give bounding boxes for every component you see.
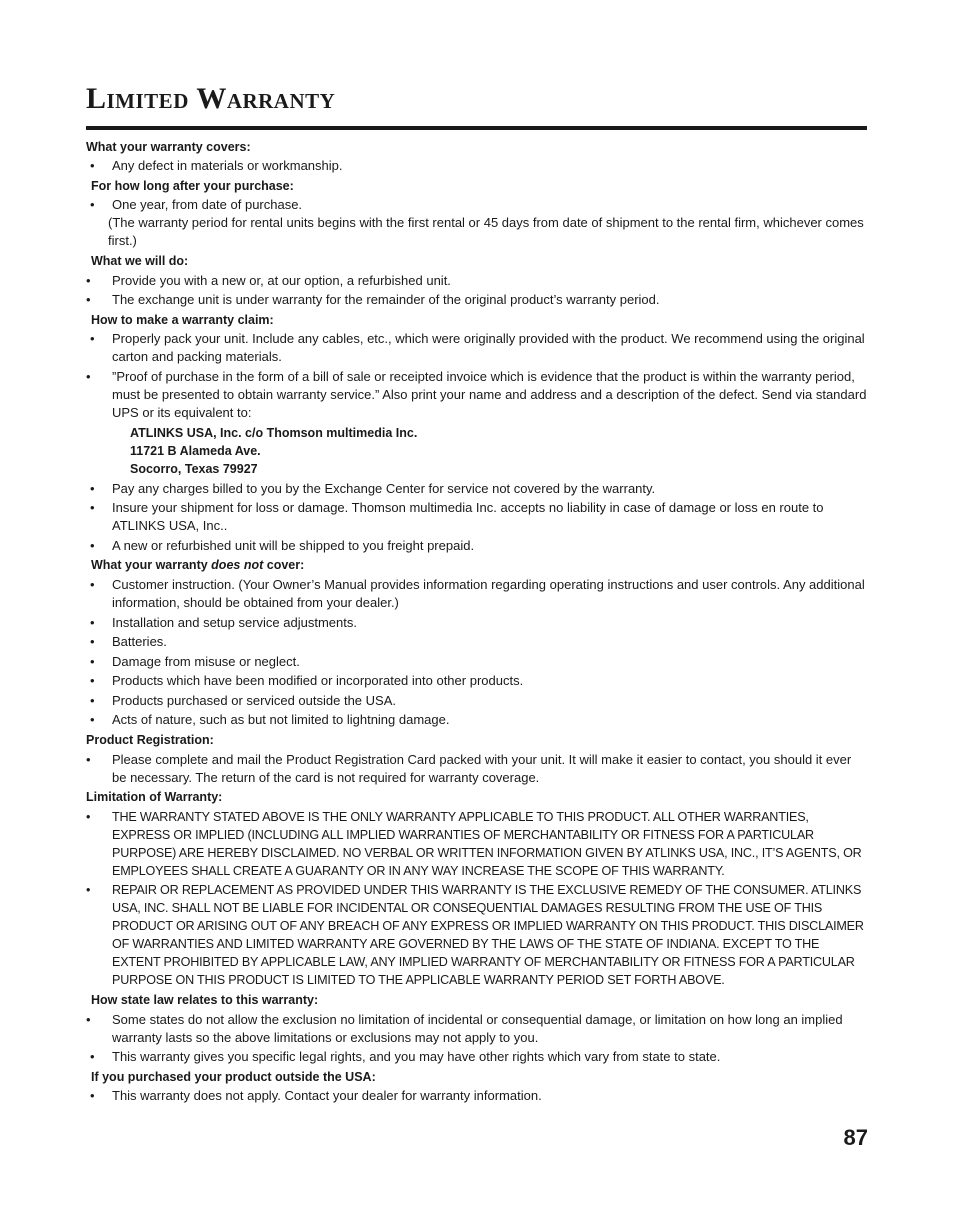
how-long-item: • One year, from date of purchase.: [90, 197, 303, 213]
claim-item: • ”Proof of purchase in the form of a bill of sale or receipted invoice which is evidence that the product is within the warranty period, must be presented to obtain warranty service.” Also print your name and address and a description of the defect. Send via standard UPS or its equivalent to:: [86, 368, 867, 420]
not-cover-item: • Customer instruction. (Your Owner’s Manual provides information regarding operating instructions and user controls. Any additional information, should be obtained from your dealer.): [90, 576, 865, 610]
not-cover-item: • Installation and setup service adjustments.: [90, 614, 357, 630]
will-do-item: • Provide you with a new or, at our option, a refurbished unit.: [86, 272, 451, 288]
outside-heading: If you purchased your product outside the USA:: [91, 1069, 376, 1084]
page-title: Limited Warranty: [86, 82, 336, 115]
shipping-address: [86, 424, 868, 478]
claim-item: • Properly pack your unit. Include any cables, etc., which were originally provided with the product. We recommend using the original carton and packing materials.: [90, 331, 865, 365]
not-cover-item: • Acts of nature, such as but not limited to lightning damage.: [90, 712, 450, 728]
limitation-item: • THE WARRANTY STATED ABOVE IS THE ONLY WARRANTY APPLICABLE TO THIS PRODUCT. ALL OTHER WARRANTIES, EXPRESS OR IMPLIED (INCLUDING ALL IMPLIED WARRANTIES OF MERCHANTABILITY OR FITNESS FOR A PARTICULAR PURPOSE) ARE HEREBY DISCLAIMED. NO VERBAL OR WRITTEN INFORMATION GIVEN BY ATLINKS USA, INC., IT’S AGENTS, OR EMPLOYEES SHALL CREATE A GUARANTY OR IN ANY WAY INCREASE THE SCOPE OF THIS WARRANTY.: [86, 809, 862, 878]
not-cover-item: • Damage from misuse or neglect.: [90, 653, 300, 669]
not-cover-item: • Products purchased or serviced outside the USA.: [90, 692, 396, 708]
address-line: ATLINKS USA, Inc. c/o Thomson multimedia Inc.: [130, 425, 418, 440]
address-line: Socorro, Texas 79927: [130, 461, 258, 476]
registration-item: • Please complete and mail the Product Registration Card packed with your unit. It will make it easier to contact, you should it ever be necessary. The return of the card is not required for warranty coverage.: [86, 751, 852, 785]
claim-heading: How to make a warranty claim:: [91, 312, 274, 327]
limitation-item: • REPAIR OR REPLACEMENT AS PROVIDED UNDER THIS WARRANTY IS THE EXCLUSIVE REMEDY OF THE CONSUMER. ATLINKS USA, INC. SHALL NOT BE LIABLE FOR INCIDENTAL OR CONSEQUENTIAL DAMAGES RESULTING FROM THE USE OF THIS PRODUCT OR ARISING OUT OF ANY BREACH OF ANY EXPRESS OR IMPLIED WARRANTY ON THIS PRODUCT. THIS DISCLAIMER OF WARRANTIES AND LIMITED WARRANTY ARE GOVERNED BY THE LAWS OF THE STATE OF INDIANA. EXCEPT TO THE EXTENT PROHIBITED BY APPLICABLE LAW, ANY IMPLIED WARRANTY OF MERCHANTABILITY OR FITNESS FOR A PARTICULAR PURPOSE ON THIS PRODUCT IS LIMITED TO THE APPLICABLE WARRANTY PERIOD SET FORTH ABOVE.: [86, 883, 864, 988]
how-long-heading: For how long after your purchase:: [91, 178, 294, 193]
registration-heading: Product Registration:: [86, 733, 214, 748]
state-law-item: • This warranty gives you specific legal rights, and you may have other rights which vary from state to state.: [90, 1049, 721, 1065]
state-law-item: • Some states do not allow the exclusion no limitation of incidental or consequential damage, or limitation on how long an implied warranty lasts so the above limitations or exclusions may not apply to you.: [86, 1011, 843, 1045]
outside-item: • This warranty does not apply. Contact your dealer for warranty information.: [90, 1088, 542, 1104]
claim-item: • Pay any charges billed to you by the Exchange Center for service not covered by the warranty.: [90, 480, 656, 496]
state-law-heading: How state law relates to this warranty:: [91, 993, 319, 1008]
title-rule: [86, 126, 867, 130]
covers-item: • Any defect in materials or workmanship.: [90, 158, 343, 174]
warranty-content: [86, 136, 868, 1107]
page-number: 87: [843, 1125, 868, 1150]
claim-item: • A new or refurbished unit will be shipped to you freight prepaid.: [90, 537, 475, 553]
limitation-heading: Limitation of Warranty:: [86, 790, 223, 805]
rental-note: (The warranty period for rental units begins with the first rental or 45 days from date of shipment to the rental firm, whichever comes first.): [108, 215, 864, 249]
claim-item: • Insure your shipment for loss or damage. Thomson multimedia Inc. accepts no liability in case of damage or loss en route to ATLINKS USA, Inc..: [90, 500, 824, 534]
covers-heading: What your warranty covers:: [86, 139, 251, 154]
not-cover-item: • Batteries.: [90, 634, 167, 650]
address-line: 11721 B Alameda Ave.: [130, 443, 261, 458]
will-do-item: • The exchange unit is under warranty for the remainder of the original product’s warranty period.: [86, 292, 660, 308]
not-cover-item: • Products which have been modified or incorporated into other products.: [90, 673, 524, 689]
will-do-heading: What we will do:: [91, 253, 189, 268]
not-cover-heading: What your warranty does not cover:: [91, 558, 305, 573]
